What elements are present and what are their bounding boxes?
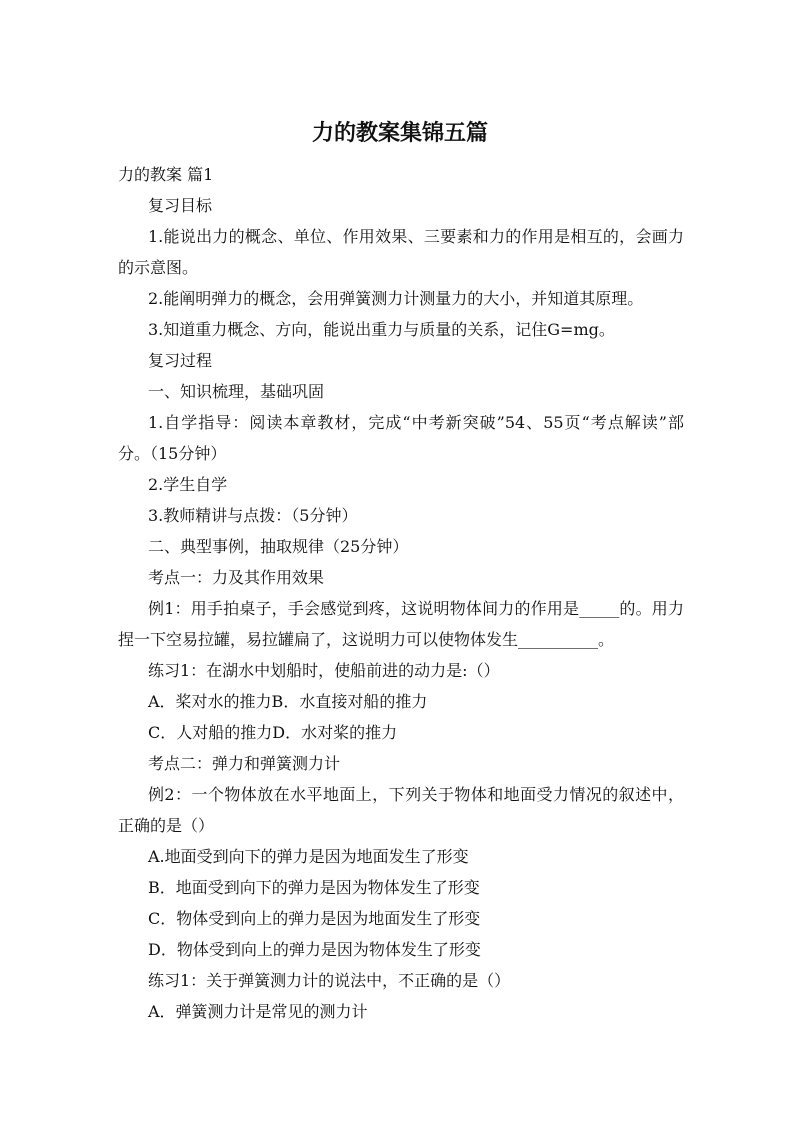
paragraph: B．地面受到向下的弹力是因为物体发生了形变 [148,878,480,897]
paragraph: 例1：用手拍桌子，手会感觉到疼，这说明物体间力的作用是_____的。用力捏一下空易拉罐，易拉罐扁了，这说明力可以使物体发生__________。 [118,599,684,649]
paragraph: A.地面受到向下的弹力是因为地面发生了形变 [148,847,469,866]
paragraph: D．物体受到向上的弹力是因为物体发生了形变 [148,940,481,959]
paragraph: C．物体受到向上的弹力是因为地面发生了形变 [148,909,481,928]
paragraph: C．人对船的推力D．水对桨的推力 [148,723,398,742]
paragraph: 复习目标 [148,196,213,215]
paragraph: 例2：一个物体放在水平地面上，下列关于物体和地面受力情况的叙述中，正确的是（） [118,785,684,835]
section-heading: 力的教案 篇1 [118,165,214,184]
paragraph: 练习1：关于弹簧测力计的说法中，不正确的是（） [148,971,511,990]
paragraph: 考点二：弹力和弹簧测力计 [148,754,341,773]
paragraph: 二、典型事例，抽取规律（25分钟） [148,537,409,556]
paragraph: 2.学生自学 [148,475,228,494]
paragraph: 2.能阐明弹力的概念，会用弹簧测力计测量力的大小，并知道其原理。 [148,289,644,308]
paragraph: 3.教师精讲与点拨：（5分钟） [148,506,358,525]
paragraph: 复习过程 [148,351,213,370]
paragraph: 练习1：在湖水中划船时，使船前进的动力是:（） [148,661,500,680]
paragraph: A．桨对水的推力B．水直接对船的推力 [148,692,428,711]
paragraph: 3.知道重力概念、方向，能说出重力与质量的关系，记住G=mg。 [148,320,615,339]
paragraph: 一、知识梳理，基础巩固 [148,382,325,401]
paragraph: 考点一：力及其作用效果 [148,568,325,587]
document-body [118,159,684,1027]
paragraph: A．弹簧测力计是常见的测力计 [148,1002,368,1021]
document-title: 力的教案集锦五篇 [311,121,488,146]
paragraph: 1.能说出力的概念、单位、作用效果、三要素和力的作用是相互的，会画力的示意图。 [118,227,684,277]
paragraph: 1.自学指导：阅读本章教材，完成“中考新突破”54、55页“考点解读”部分。（15分钟） [118,413,684,463]
